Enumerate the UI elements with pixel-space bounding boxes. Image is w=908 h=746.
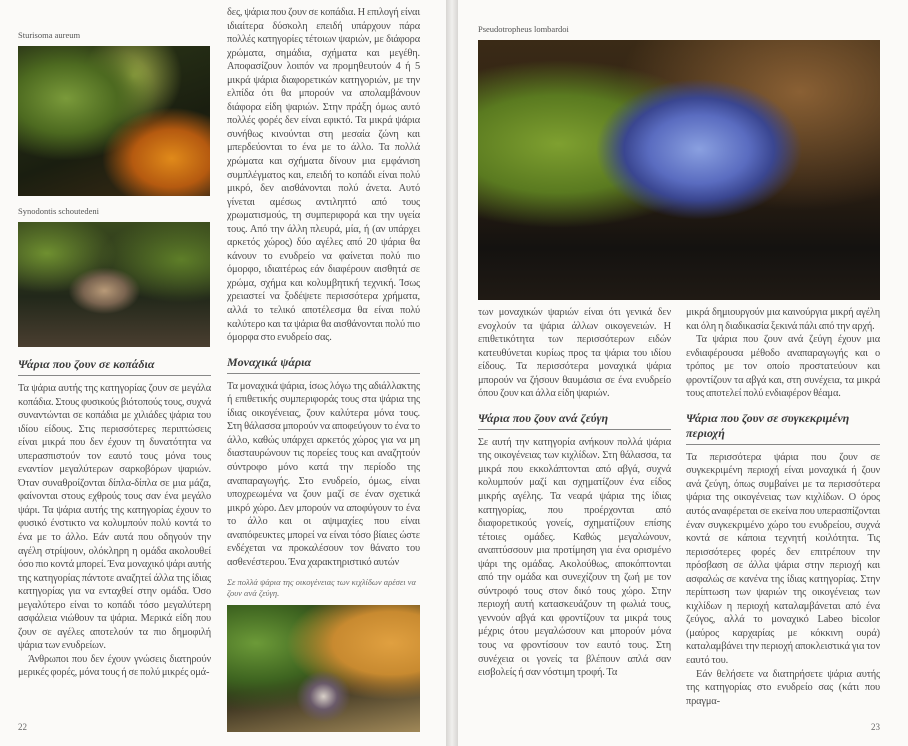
body-text-column-3b	[478, 436, 671, 680]
body-text-column-4b	[686, 451, 880, 708]
body-text-column-1	[18, 382, 211, 680]
body-text-column-4	[686, 306, 880, 401]
section-heading-schooling-fish: Ψάρια που ζουν σε κοπάδια	[18, 357, 211, 376]
left-column-2	[227, 6, 420, 732]
photo-caption-sturisoma: Sturisoma aureum	[18, 30, 81, 40]
body-text-column-3	[478, 306, 671, 401]
paragraph: Τα ψάρια που ζουν ανά ζεύγη έχουν μια ενδιαφέρουσα μέθοδο αναπαραγωγής και ο τρόπος με τον οποίο προστατεύουν και φροντίζουν τα αβγά και, στη συνέχεια, τα μικρά τους αποτελεί πολύ ενδιαφέρον θέαμα.	[686, 334, 880, 400]
photo-sturisoma-aureum	[18, 46, 210, 196]
paragraph: Τα ψάρια αυτής της κατηγορίας ζουν σε μεγάλα κοπάδια. Στους φυσικούς βιότοπούς τους, συχνά συναντώνται σε κοπάδια με χιλιάδες ψάρια του ιδίου είδους. Στις περισσότερες περιπτώσεις είναι μικρά που δεν έχουν τη δυνατότητα να υπερασπιστούν τον εαυτό τους μόνα τους εναντίον μεγαλύτερων σαρκοβόρων ψαριών. Όταν συναθροίζονται δίπλα-δίπλα σε μια μάζα, φαίνονται στους εχθρούς τους σαν ένα μεγάλο ψάρι. Τα ψάρια αυτής της κατηγορίας έχουν το φυσικό ένστικτο να κολυμπούν πολύ κοντά το ένα με το άλλο. Εάν αυτά που οδηγούν την αγέλη στρίψουν, ολόκληρη η ομάδα ακολουθεί όσο πιο κοντά μπορεί. Ένα μοναχικό ψάρι αυτής της κατηγορίας πάντοτε αναζητεί άλλα της ίδιας κατηγορίας για να ενταχθεί στην ομάδα. Όσο μεγαλύτερο είναι το κοπάδι τόσο μεγαλύτερη ασφάλεια νιώθουν τα ψάρια. Μερικά είδη που ζουν σε αγέλες αποτελούν τα πιο δημοφιλή ψάρια των ενυδρείων.	[18, 383, 211, 652]
photo-caption-pseudotropheus: Pseudotropheus lombardoi	[478, 24, 569, 34]
photo-synodontis-schoutedeni	[18, 222, 210, 347]
book-gutter	[446, 0, 458, 746]
body-text-column-2	[227, 6, 420, 345]
paragraph: Τα περισσότερα ψάρια που ζουν σε συγκεκριμένη περιοχή είναι μοναχικά ή ζουν ανά ζεύγη, όπως συμβαίνει με τα περισσότερα ψάρια της οικογένειας των κιχλίδων. Ο όρος αυτός αναφέρεται σε εκείνα που υπερασπίζονται έναν συγκεκριμένο χώρο του ενυδρείου, συχνά κοντά σε κάποια τεχνητή κοιλότητα. Τις περισσότερες φορές δεν επιτρέπουν την πρόσβαση σε άλλα ψάρια στην περιοχή και ασφαλώς σε κανένα της ίδιας κατηγορίας. Στην περίπτωση των ψαριών της οικογένειας των κιχλίδων η περιοχή καταλαμβάνεται από ένα ζεύγος, αλλά το μοναχικό Labeo bicolor (μαύρος καρχαρίας με κόκκινη ουρά) καταλαμβάνει την περιοχή αποκλειστικά για τον εαυτό του.	[686, 451, 880, 667]
photo-cichlid-pair	[227, 605, 420, 732]
section-heading-solitary-fish: Μοναχικά ψάρια	[227, 355, 420, 374]
paragraph: Σε αυτή την κατηγορία ανήκουν πολλά ψάρια της οικογένειας των κιχλίδων. Στη θάλασσα, τα μικρά που εκκολάπτονται από αβγά, συχνά κολυμπούν μαζί και σχηματίζουν ένα είδος μικρής αγέλης. Τα νεαρά ψάρια της ίδιας κατηγορίας, που προέρχονται από διαφορετικούς γονείς, σχηματίζουν επίσης τέτοιες ομάδες. Καθώς μεγαλώνουν, αναπτύσσουν μια προτίμηση για ένα ορισμένο ψάρι της ομάδας. Ακολούθως, αποκόπτονται από την ομάδα και συνεχίζουν τη ζωή με τον σύντροφό τους στον δικό τους χώρο. Στην περιοχή αυτή κατασκευάζουν τη φωλιά τους, γεννούν αβγά και φροντίζουν τα μικρά τους μέχρις ότου μεγαλώσουν και μπορούν μόνα τους να φροντίσουν τον εαυτό τους. Στη συνέχεια οι γονείς τα βλέπουν απλά σαν εισβολείς ή σαν νόστιμη τροφή. Τα	[478, 436, 671, 679]
left-column-1	[18, 30, 211, 732]
paragraph: μικρά δημιουργούν μια καινούργια μικρή αγέλη και όλη η διαδικασία ξεκινά πάλι από την αρχή.	[686, 307, 880, 332]
paragraph: Εάν θελήσετε να διατηρήσετε ψάρια αυτής της κατηγορίας στο ενυδρείο σας (κάτι που πραγμα-	[686, 668, 880, 707]
section-heading-territorial-fish: Ψάρια που ζουν σε συγκεκριμένη περιοχή	[686, 411, 880, 445]
paragraph: δες, ψάρια που ζουν σε κοπάδια. Η επιλογή είναι ιδιαίτερα δύσκολη επειδή υπάρχουν πάρα πολλές κατηγορίες τέτοιων ψαριών, με διάφορα χρώματα, σημάδια, σχήματα και μεγέθη. Αποφασίζουν λοιπόν να προμηθευτούν 4 ή 5 μικρά ψάρια διαφορετικών κατηγοριών, με την ελπίδα ότι θα μπορούν να απολαμβάνουν διάφορα είδη ψαριών. Στην πράξη όμως αυτό πολλές φορές δεν είναι εφικτό. Τα μικρά ψάρια συνήθως κινούνται στη μεσαία ζώνη και μπερδεύονται το ένα με το άλλο. Τα πολλά χρώματα και σχήματα δίνουν μια εμφάνιση συμπλέγματος και, επειδή το κοπάδι είναι πολύ μικρό, δεν αισθάνονται πολύ άνετα. Αυτό γίνεται αμέσως αντιληπτό από τους χρωματισμούς, τη συμπεριφορά και την υγεία τους. Από την άλλη πλευρά, μία, ή (αν υπάρχει αρκετός χώρος) δύο αγέλες από 20 ψάρια θα κάνουν το ενυδρείο να φαίνεται πολύ πιο όμορφο, ιδιαιτέρως εάν διαφέρουν αισθητά σε χρώμα, σχήμα και κολυμβητική τεχνική. Ίσως χρειαστεί να ξοδέψετε περισσότερα χρήματα, αλλά το τελικό αποτέλεσμα θα είναι πολύ καλύτερο και τα ψάρια θα αισθάνονται πολύ πιο όμορφα στο ενυδρείο σας.	[227, 7, 420, 344]
right-column-2	[686, 306, 880, 732]
photo-caption-synodontis: Synodontis schoutedeni	[18, 206, 99, 216]
page-number-right: 23	[871, 722, 880, 733]
right-columns	[478, 306, 880, 732]
paragraph: Τα μοναχικά ψάρια, ίσως λόγω της αδιάλλακτης ή επιθετικής συμπεριφοράς τους στα ψάρια της ίδιας οικογένειας, ζουν καλύτερα μόνα τους. Στη θάλασσα μπορούν να αποφεύγουν το ένα το άλλο, καθώς υπάρχει αρκετός χώρος για να μη διασταυρώνουν τις πορείες τους και αναζητούν σύντροφο μόνο κατά την περίοδο της αναπαραγωγής. Στο ενυδρείο, όμως, είναι υποχρεωμένα να ζουν μαζί σε έναν σχετικά μικρό χώρο. Δεν μπορούν να αποφύγουν το ένα το άλλο και οι αψιμαχίες που είναι αναπόφευκτες μπορεί να είναι τόσο βίαιες ώστε ενδέχεται να προκαλέσουν τον θάνατο του ασθενέστερου. Ένα χαρακτηριστικό αυτών	[227, 380, 420, 568]
body-text-column-2b	[227, 380, 420, 570]
paragraph: Άνθρωποι που δεν έχουν γνώσεις διατηρούν μερικές φορές, μόνα τους ή σε πολύ μικρές ομά-	[18, 653, 211, 679]
section-heading-pair-fish: Ψάρια που ζουν ανά ζεύγη	[478, 411, 671, 430]
right-column-1	[478, 306, 671, 732]
right-page	[458, 0, 908, 746]
photo-caption-cichlids: Σε πολλά ψάρια της οικογένειας των κιχλίδων αρέσει να ζουν ανά ζεύγη.	[227, 577, 416, 599]
left-page	[0, 0, 446, 746]
photo-pseudotropheus-lombardoi	[478, 40, 880, 300]
page-number-left: 22	[18, 722, 27, 733]
paragraph: των μοναχικών ψαριών είναι ότι γενικά δεν ενοχλούν τα ψάρια άλλων οικογενειών. Η επιθετικότητα των περισσότερων ειδών κατευθύνεται κυρίως προς τα ψάρια του ιδίου είδους. Τα περισσότερα μοναχικά ψάρια μπορούν να ζήσουν θαυμάσια σε ένα ενυδρείο όπου ζουν και άλλα είδη ψαριών.	[478, 307, 671, 400]
